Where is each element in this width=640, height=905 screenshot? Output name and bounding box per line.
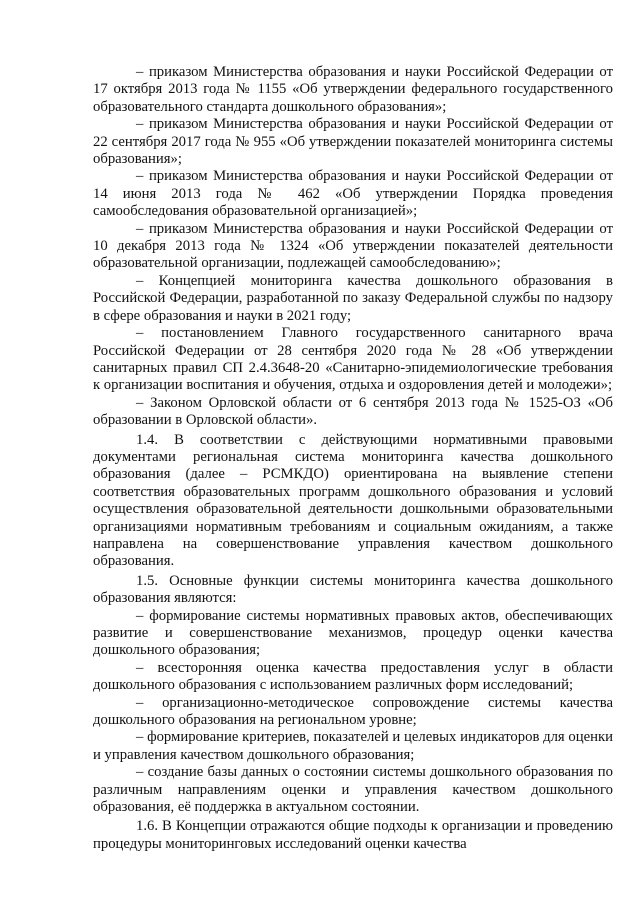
paragraph-section-1-4: 1.4. В соответствии с действующими нормативными правовыми документами региональная система мониторинга качества дошкольного образования (далее – РСМКДО) ориентирована на выявление степени соответствия образовательных программ дошкольного образования и условий осуществления образовательной деятельности дошкольными образовательными организациями нормативным требованиям и социальным ожиданиям, а также направлена на совершенствование управления качеством дошкольного образования.	[93, 431, 613, 570]
paragraph-function-methodical: – организационно-методическое сопровождение системы качества дошкольного образования на региональном уровне;	[93, 694, 613, 729]
paragraph-order-1155: – приказом Министерства образования и науки Российской Федерации от 17 октября 2013 года № 1155 «Об утверждении федерального государственного образовательного стандарта дошкольного образования»;	[93, 64, 613, 115]
paragraph-order-462: – приказом Министерства образования и науки Российской Федерации от 14 июня 2013 года № 462 «Об утверждении Порядка проведения самообследования образовательной организацией»;	[93, 168, 613, 220]
paragraph-order-1324: – приказом Министерства образования и науки Российской Федерации от 10 декабря 2013 года № 1324 «Об утверждении показателей деятельности образовательной организации, подлежащей самообследованию»;	[93, 220, 613, 272]
paragraph-oryol-law: – Законом Орловской области от 6 сентября 2013 года № 1525-ОЗ «Об образовании в Орловской области».	[93, 394, 613, 429]
paragraph-sanitary-rules: – постановлением Главного государственного санитарного врача Российской Федерации от 28 сентября 2020 года № 28 «Об утверждении санитарных правил СП 2.4.3648-20 «Санитарно-эпидемиологические требования к организации воспитания и обучения, отдыха и оздоровления детей и молодежи»;	[93, 325, 613, 394]
paragraph-function-criteria: – формирование критериев, показателей и целевых индикаторов для оценки и управления качеством дошкольного образования;	[93, 729, 613, 763]
document-page	[93, 64, 613, 853]
paragraph-section-1-5: 1.5. Основные функции системы мониторинга качества дошкольного образования являются:	[93, 572, 613, 607]
paragraph-function-assessment: – всесторонняя оценка качества предоставления услуг в области дошкольного образования с использованием различных форм исследований;	[93, 659, 613, 694]
paragraph-function-normative: – формирование системы нормативных правовых актов, обеспечивающих развитие и совершенствование механизмов, процедур оценки качества дошкольного образования;	[93, 607, 613, 659]
paragraph-order-955: – приказом Министерства образования и науки Российской Федерации от 22 сентября 2017 года № 955 «Об утверждении показателей мониторинга системы образования»;	[93, 116, 613, 168]
paragraph-section-1-6: 1.6. В Концепции отражаются общие подходы к организации и проведению процедуры мониторинговых исследований оценки качества	[93, 818, 613, 852]
paragraph-concept: – Концепцией мониторинга качества дошкольного образования в Российской Федерации, разработанной по заказу Федеральной службы по надзору в сфере образования и науки в 2021 году;	[93, 272, 613, 324]
paragraph-function-database: – создание базы данных о состоянии системы дошкольного образования по различным направлениям оценки и управления качеством дошкольного образования, её поддержка в актуальном состоянии.	[93, 764, 613, 816]
